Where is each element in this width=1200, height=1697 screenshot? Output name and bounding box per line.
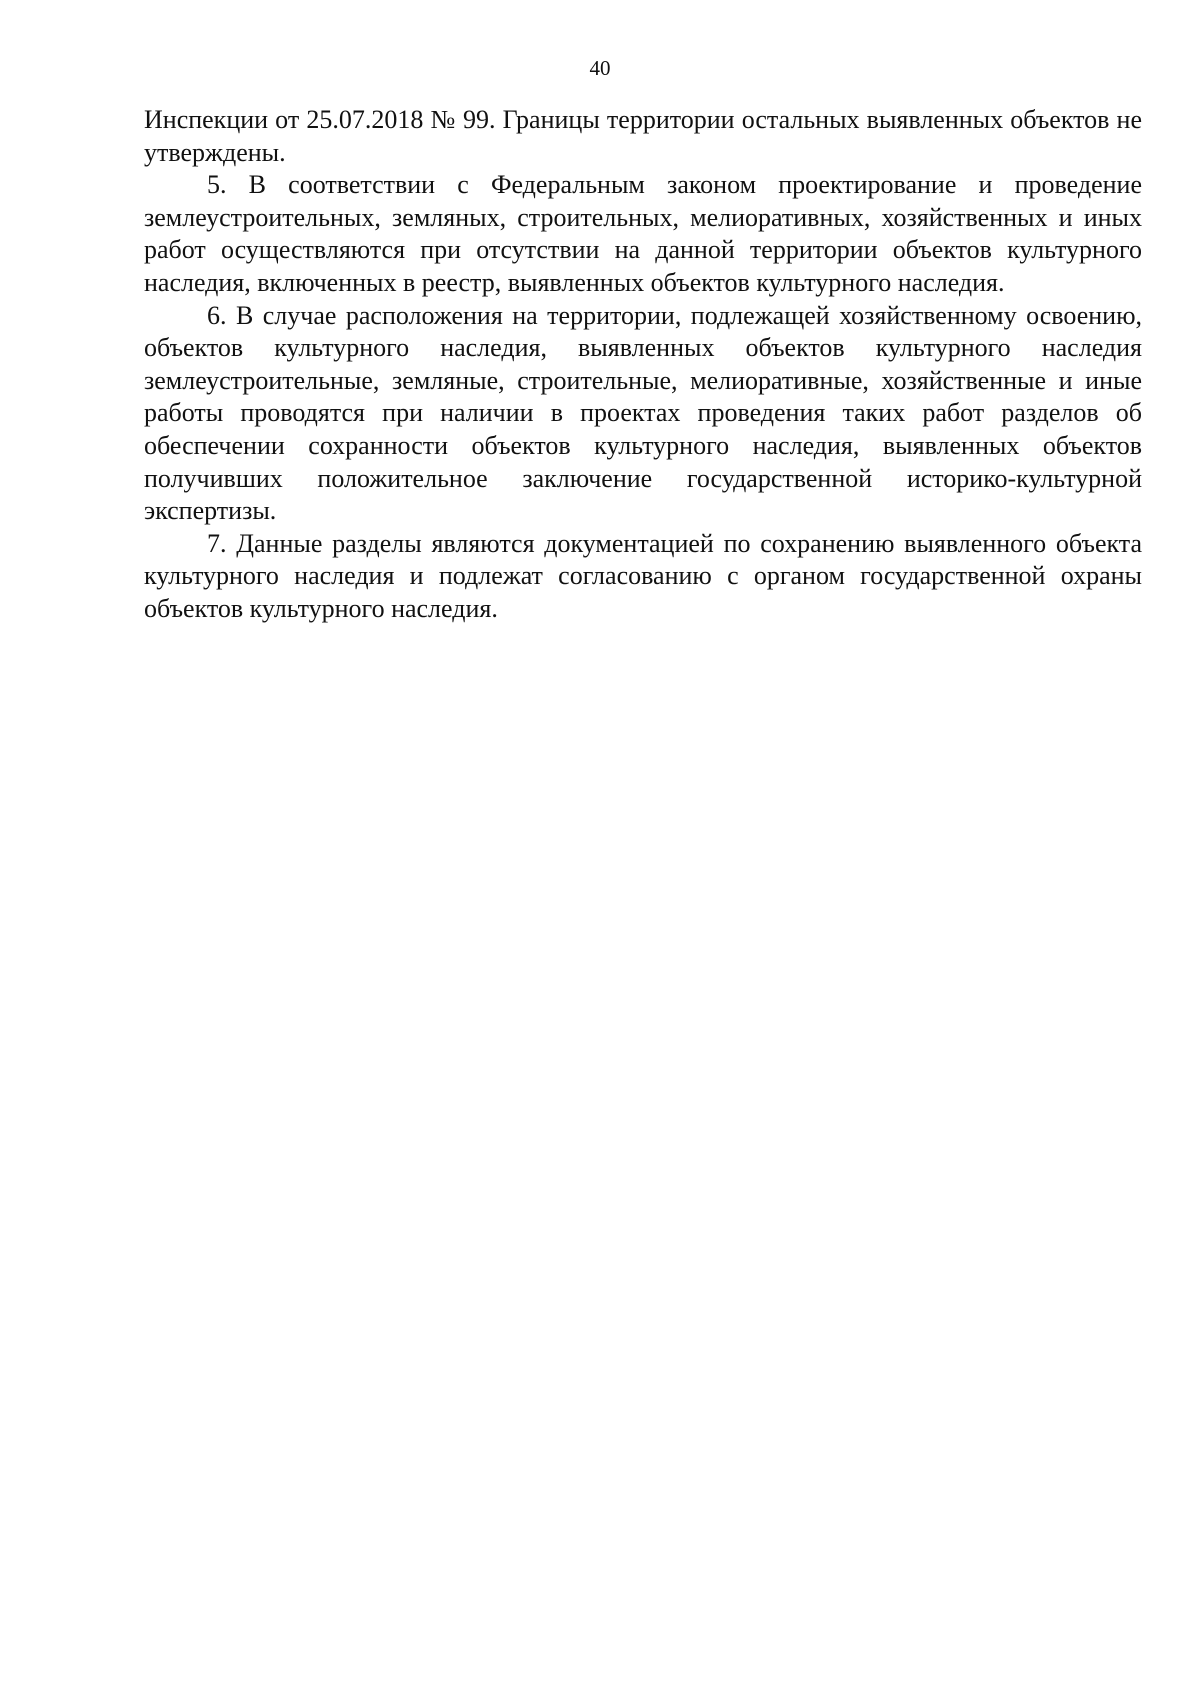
paragraph-item-6: 6. В случае расположения на территории, подлежащей хозяйственному освоению, объектов культурного наследия, выявленных объектов культурного наследия землеустроительные, земляные, строительные, мелиоративные, хозяйственные и иные работы проводятся при наличии в проектах проведения таких работ разделов об обеспечении сохранности объектов культурного наследия, выявленных объектов получивших положительное заключение государственной историко-культурной экспертизы. — [144, 300, 1142, 526]
paragraph-item-7: 7. Данные разделы являются документацией по сохранению выявленного объекта культурного наследия и подлежат согласованию с органом государственной охраны объектов культурного наследия. — [144, 528, 1142, 623]
document-body — [144, 104, 1142, 626]
page-number: 40 — [589, 56, 611, 80]
paragraph-continuation: Инспекции от 25.07.2018 № 99. Границы территории остальных выявленных объектов не утверждены. — [144, 105, 1142, 167]
paragraph-item-5: 5. В соответствии с Федеральным законом проектирование и проведение землеустроительных, земляных, строительных, мелиоративных, хозяйственных и иных работ осуществляются при отсутствии на данной территории объектов культурного наследия, включенных в реестр, выявленных объектов культурного наследия. — [144, 170, 1142, 297]
